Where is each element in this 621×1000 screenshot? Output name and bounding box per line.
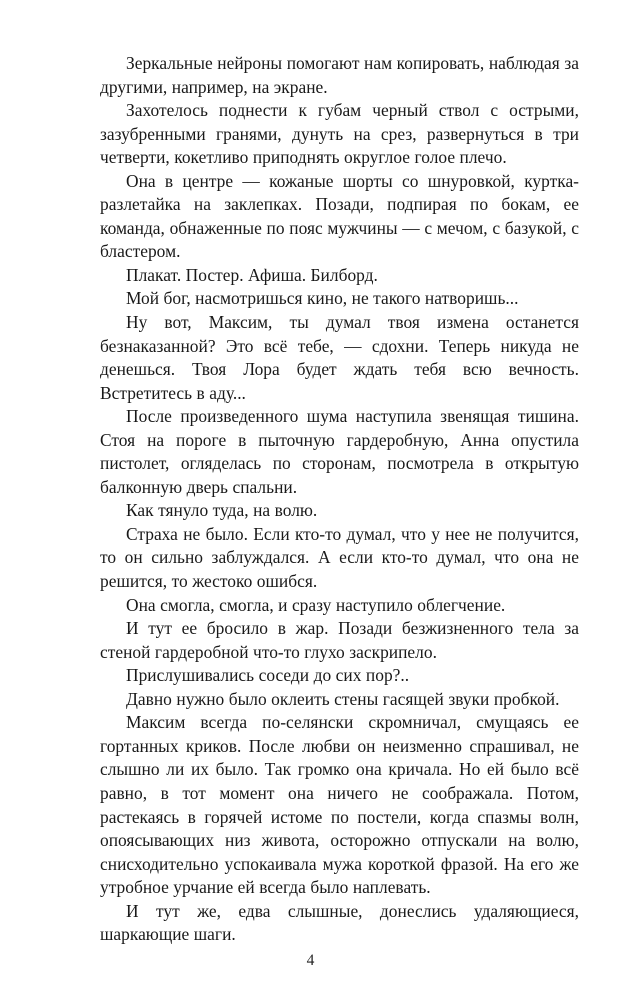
- paragraph: После произведенного шума наступила звенящая тишина. Стоя на пороге в пыточную гардеробную, Анна опустила пистолет, огляделась по сторонам, посмотрела в открытую балконную дверь спальни.: [100, 406, 579, 497]
- paragraph: Мой бог, насмотришься кино, не такого натворишь...: [126, 288, 519, 309]
- paragraph: Зеркальные нейроны помогают нам копировать, наблюдая за другими, например, на экране.: [100, 53, 579, 97]
- body-text-column: [100, 52, 579, 947]
- paragraph: Плакат. Постер. Афиша. Билборд.: [126, 264, 378, 285]
- paragraph: Как тянуло туда, на волю.: [126, 500, 318, 521]
- paragraph: Давно нужно было оклеить стены гасящей звуки пробкой.: [126, 688, 560, 709]
- paragraph: Страха не было. Если кто-то думал, что у нее не получится, то он сильно заблуждался. А если кто-то думал, что она не решится, то жестоко ошибся.: [100, 523, 579, 592]
- page-number: 4: [306, 952, 315, 969]
- paragraph: Она в центре — кожаные шорты со шнуровкой, куртка-разлетайка на заклепках. Позади, подпирая по бокам, ее команда, обнаженные по пояс мужчины — с мечом, с базукой, с бластером.: [100, 170, 579, 262]
- paragraph: Прислушивались соседи до сих пор?..: [126, 665, 410, 686]
- paragraph: Она смогла, смогла, и сразу наступило облегчение.: [126, 594, 506, 615]
- paragraph: И тут ее бросило в жар. Позади безжизненного тела за стеной гардеробной что-то глухо заскрипело.: [100, 618, 579, 662]
- paragraph: И тут же, едва слышные, донеслись удаляющиеся, шаркающие шаги.: [100, 900, 579, 945]
- paragraph: Захотелось поднести к губам черный ствол с острыми, зазубренными гранями, дунуть на срез, развернуться в три четверти, кокетливо приподнять округлое голое плечо.: [100, 100, 579, 168]
- paragraph: Ну вот, Максим, ты думал твоя измена останется безнаказанной? Это всё тебе, — сдохни. Теперь никуда не денешься. Твоя Лора будет ждать тебя всю вечность. Встретитесь в аду...: [100, 312, 579, 403]
- paragraph: Максим всегда по-селянски скромничал, смущаясь ее гортанных криков. После любви он неизменно спрашивал, не слышно ли их было. Так громко она кричала. Но ей было всё равно, в тот момент она ничего не соображала. Потом, растекаясь в горячей истоме по постели, когда спазмы волн, опоясывающих низ живота, осторожно отпускали на волю, снисходительно успокаивала мужа короткой фразой. На его же утробное урчание ей всегда было наплевать.: [100, 712, 579, 898]
